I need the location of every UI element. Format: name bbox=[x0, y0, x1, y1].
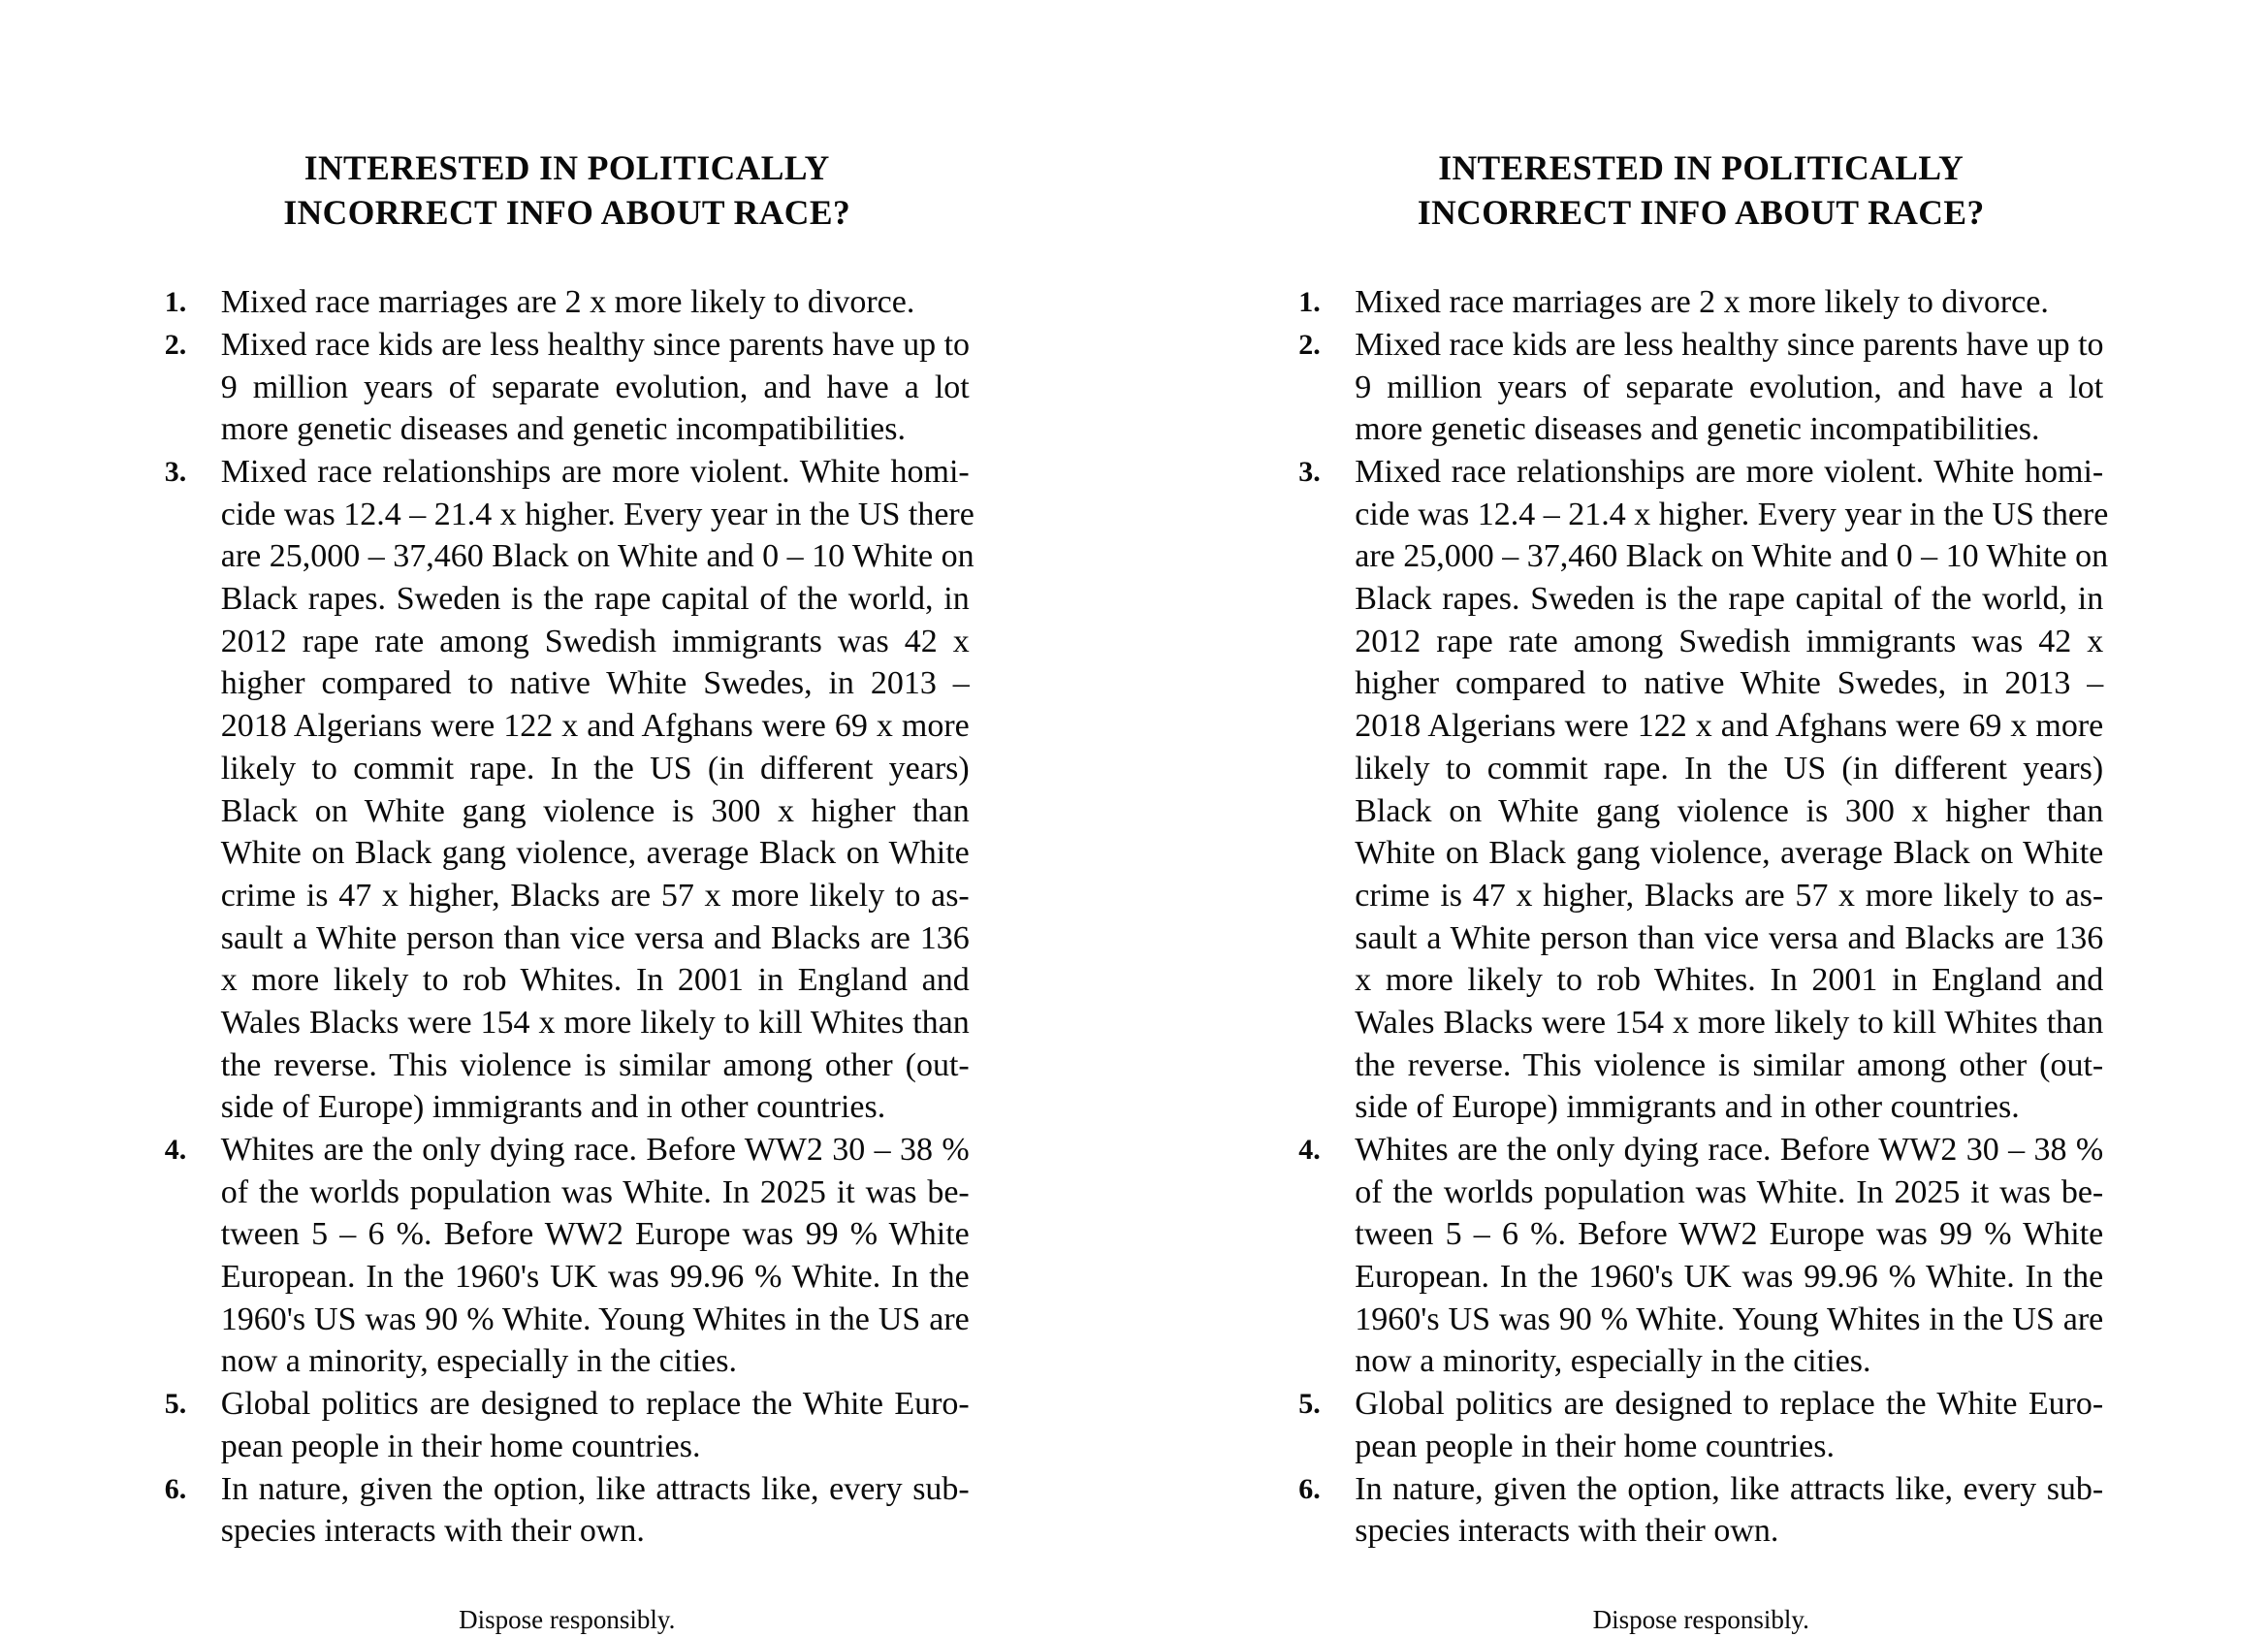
page-title-line-2: INCORRECT INFO ABOUT RACE? bbox=[204, 190, 931, 235]
list-item bbox=[165, 1383, 970, 1467]
list-item bbox=[1298, 1468, 2103, 1553]
list-item bbox=[165, 1468, 970, 1553]
leaflet-copy-right bbox=[1134, 0, 2268, 1604]
list-item-number: 5. bbox=[165, 1383, 204, 1426]
page-title-line-2: INCORRECT INFO ABOUT RACE? bbox=[1337, 190, 2064, 235]
list-item bbox=[1298, 281, 2103, 324]
list-item-text: Mixed race kids are less healthy since parents have up to 9 million years of separate evolution, and have a lot more genetic diseases and genetic incompatibilities. bbox=[221, 324, 970, 451]
list-item-number: 5. bbox=[1298, 1383, 1337, 1426]
list-item bbox=[165, 451, 970, 1129]
list-item-text: Mixed race relationships are more violent. White homi- cide was 12.4 – 21.4 x higher. Every year in the US there are 25,000 – 37,460 Black on White and 0 – 10 White on Black rapes. Sweden is the rape capital of the world, in 2012 rape rate among Swedish immigrants was 42 x higher compared to native White Swedes, in 2013 – 2018 Algerians were 122 x and Afghans were 69 x more likely to commit rape. In the US (in different years) Black on White gang violence is 300 x higher than White on Black gang violence, average Black on White crime is 47 x higher, Blacks are 57 x more likely to as- sault a White person than vice versa and Blacks are 136 x more likely to rob Whites. In 2001 in England and Wales Blacks were 154 x more likely to kill Whites than the reverse. This violence is similar among other (out- side of Europe) immigrants and in other countries. bbox=[1355, 451, 2103, 1129]
list-item-text: In nature, given the option, like attracts like, every sub- species interacts with their own. bbox=[221, 1468, 970, 1553]
claims-list bbox=[165, 281, 970, 1553]
list-item-text: Global politics are designed to replace the White Euro- pean people in their home countries. bbox=[221, 1383, 970, 1467]
page-title bbox=[1298, 145, 2103, 235]
list-item-text: Global politics are designed to replace the White Euro- pean people in their home countries. bbox=[1355, 1383, 2103, 1467]
list-item-number: 6. bbox=[1298, 1468, 1337, 1511]
list-item bbox=[165, 1129, 970, 1383]
list-item bbox=[1298, 324, 2103, 451]
list-item-number: 4. bbox=[1298, 1129, 1337, 1172]
list-item-number: 1. bbox=[165, 281, 204, 324]
list-item-text: Mixed race marriages are 2 x more likely to divorce. bbox=[1355, 281, 2103, 324]
page-title bbox=[165, 145, 970, 235]
list-item-number: 3. bbox=[1298, 451, 1337, 494]
list-item-text: Mixed race marriages are 2 x more likely to divorce. bbox=[221, 281, 970, 324]
list-item bbox=[165, 281, 970, 324]
list-item-number: 6. bbox=[165, 1468, 204, 1511]
list-item-number: 1. bbox=[1298, 281, 1337, 324]
list-item bbox=[165, 324, 970, 451]
footer-note: Dispose responsibly. bbox=[165, 1603, 970, 1637]
list-item-text: Mixed race relationships are more violent. White homi- cide was 12.4 – 21.4 x higher. Every year in the US there are 25,000 – 37,460 Black on White and 0 – 10 White on Black rapes. Sweden is the rape capital of the world, in 2012 rape rate among Swedish immigrants was 42 x higher compared to native White Swedes, in 2013 – 2018 Algerians were 122 x and Afghans were 69 x more likely to commit rape. In the US (in different years) Black on White gang violence is 300 x higher than White on Black gang violence, average Black on White crime is 47 x higher, Blacks are 57 x more likely to as- sault a White person than vice versa and Blacks are 136 x more likely to rob Whites. In 2001 in England and Wales Blacks were 154 x more likely to kill Whites than the reverse. This violence is similar among other (out- side of Europe) immigrants and in other countries. bbox=[221, 451, 970, 1129]
list-item-number: 3. bbox=[165, 451, 204, 494]
list-item bbox=[1298, 1129, 2103, 1383]
list-item-number: 4. bbox=[165, 1129, 204, 1172]
claims-list bbox=[1298, 281, 2103, 1553]
footer-note: Dispose responsibly. bbox=[1298, 1603, 2103, 1637]
list-item-text: In nature, given the option, like attracts like, every sub- species interacts with their own. bbox=[1355, 1468, 2103, 1553]
list-item-number: 2. bbox=[1298, 324, 1337, 367]
list-item bbox=[1298, 451, 2103, 1129]
leaflet-copy-left bbox=[0, 0, 1134, 1604]
list-item-text: Whites are the only dying race. Before WW2 30 – 38 % of the worlds population was White. In 2025 it was be- tween 5 – 6 %. Before WW2 Europe was 99 % White European. In the 1960's UK was 99.96 % White. In the 1960's US was 90 % White. Young Whites in the US are now a minority, especially in the cities. bbox=[221, 1129, 970, 1383]
page-title-line-1: INTERESTED IN POLITICALLY bbox=[1337, 145, 2064, 190]
list-item-text: Mixed race kids are less healthy since parents have up to 9 million years of separate evolution, and have a lot more genetic diseases and genetic incompatibilities. bbox=[1355, 324, 2103, 451]
list-item-number: 2. bbox=[165, 324, 204, 367]
list-item-text: Whites are the only dying race. Before WW2 30 – 38 % of the worlds population was White. In 2025 it was be- tween 5 – 6 %. Before WW2 Europe was 99 % White European. In the 1960's UK was 99.96 % White. In the 1960's US was 90 % White. Young Whites in the US are now a minority, especially in the cities. bbox=[1355, 1129, 2103, 1383]
list-item bbox=[1298, 1383, 2103, 1467]
page-title-line-1: INTERESTED IN POLITICALLY bbox=[204, 145, 931, 190]
